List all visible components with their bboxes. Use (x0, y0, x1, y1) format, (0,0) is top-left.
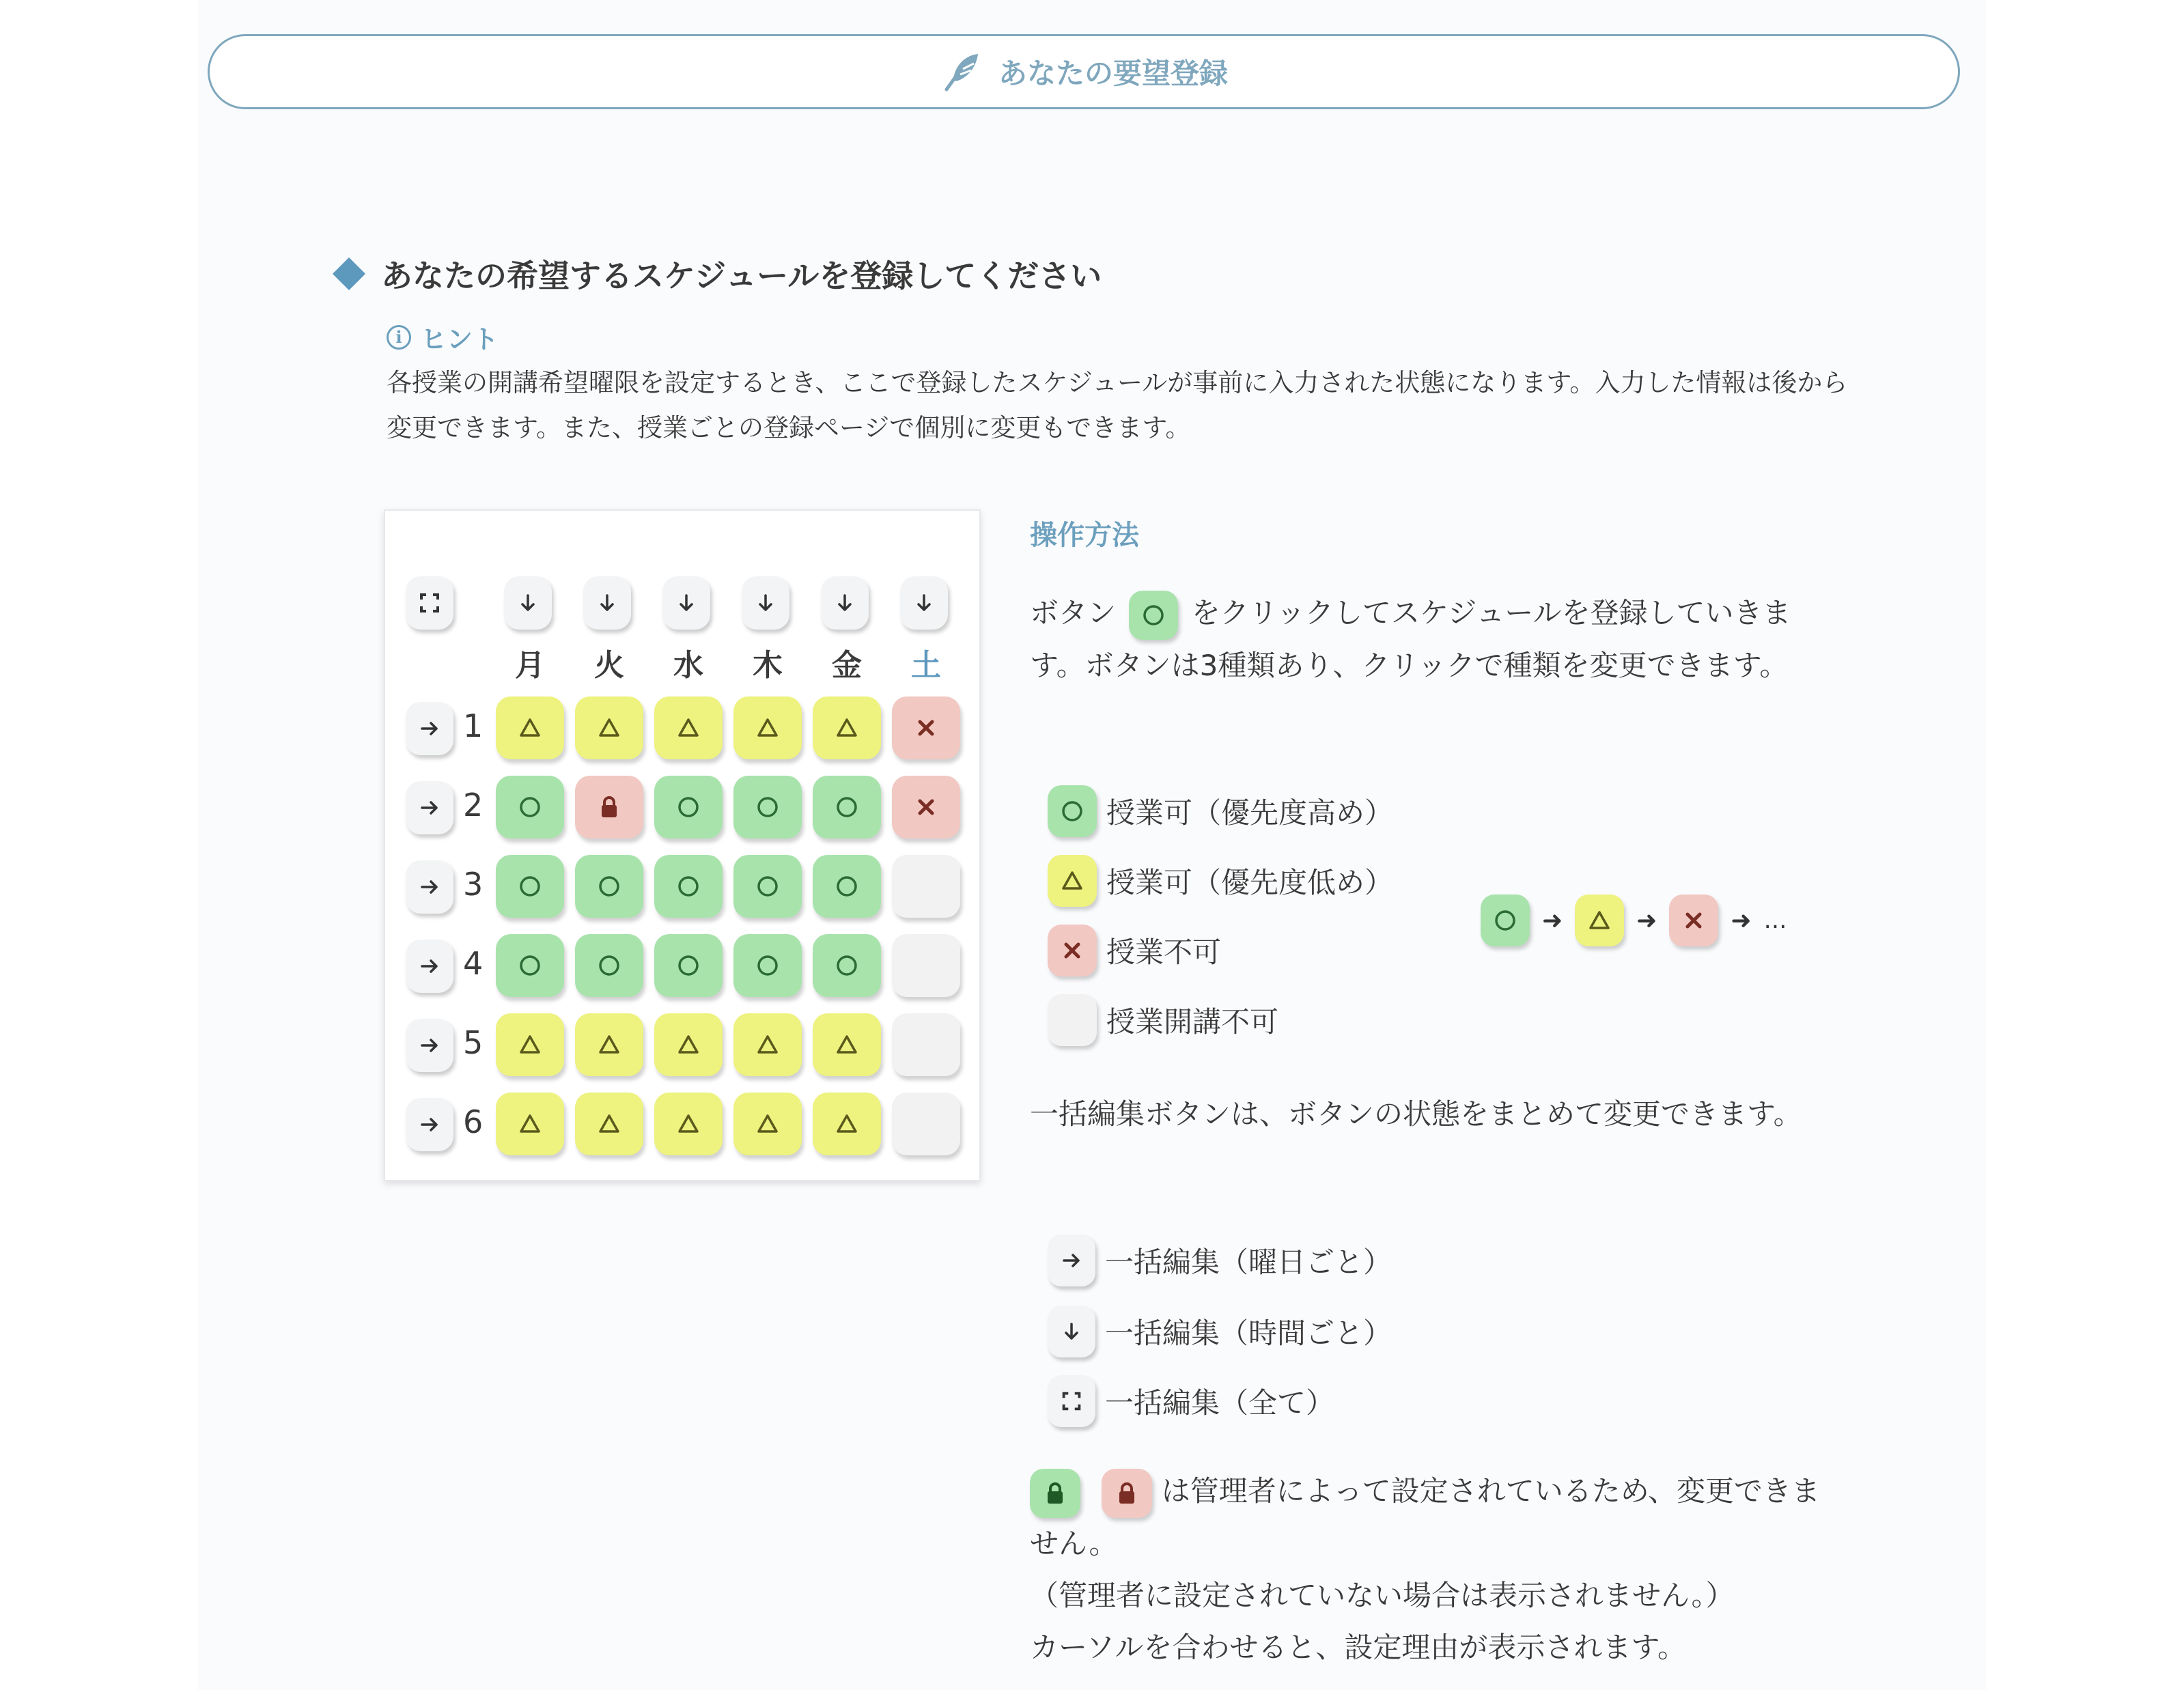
legend-swatch (1048, 994, 1097, 1046)
schedule-cell[interactable] (892, 776, 960, 839)
bulk-legend-swatch (1048, 1306, 1095, 1357)
cycle-ng-button (1669, 895, 1718, 946)
lock-tooltip-text: カーソルを合わせると、設定理由が表示されます。 (1030, 1630, 1686, 1664)
schedule-cell[interactable] (892, 696, 960, 759)
section-title-text: あなたの希望するスケジュールを登録してください (381, 257, 1102, 294)
triangle-icon (675, 715, 701, 741)
lock-paragraph (1030, 1465, 1822, 1674)
cross-icon (1061, 940, 1083, 961)
schedule-cell[interactable] (575, 855, 643, 918)
triangle-icon (755, 715, 781, 741)
arrow-right-icon (418, 1113, 441, 1136)
schedule-cell[interactable] (496, 934, 564, 997)
schedule-cell[interactable] (892, 855, 960, 918)
legend-item (1048, 785, 1393, 837)
triangle-icon (755, 1111, 781, 1137)
period-label: 5 (463, 1024, 484, 1061)
day-label: 月 (515, 648, 545, 683)
circle-icon (755, 953, 781, 978)
legend-label: 授業開講不可 (1106, 1005, 1279, 1039)
bulk-legend-item (1048, 1306, 1392, 1357)
locked-ok-button (1030, 1469, 1080, 1518)
legend-item (1048, 855, 1393, 907)
legend-swatch (1048, 785, 1097, 837)
day-label: 火 (594, 648, 624, 683)
cycle-ok-button (1481, 895, 1530, 946)
bulk-edit-period-button[interactable] (406, 702, 453, 755)
lock-icon (1116, 1481, 1138, 1506)
period-label: 6 (463, 1103, 484, 1140)
bulk-edit-day-button[interactable] (504, 576, 552, 630)
day-label: 木 (753, 648, 783, 683)
hint-header (387, 318, 499, 356)
schedule-cell[interactable] (654, 696, 723, 759)
header-button-label: あなたの要望登録 (998, 57, 1228, 90)
day-label: 土 (911, 648, 941, 683)
triangle-icon (675, 1111, 701, 1137)
schedule-cell[interactable] (733, 776, 802, 839)
circle-icon (834, 953, 860, 978)
schedule-cell[interactable] (496, 776, 564, 839)
schedule-cell[interactable] (654, 934, 723, 997)
select-all-icon (416, 589, 443, 617)
bulk-edit-period-button[interactable] (406, 940, 453, 993)
circle-icon (755, 873, 781, 899)
instructions-paragraph-1 (1030, 587, 1822, 692)
period-label: 3 (463, 866, 484, 903)
arrow-right-icon (418, 796, 441, 819)
cross-icon (1683, 910, 1705, 931)
schedule-cell[interactable] (733, 934, 802, 997)
bulk-edit-period-button[interactable] (406, 860, 453, 914)
bulk-legend-label: 一括編集（時間ごと） (1105, 1316, 1392, 1350)
state-cycle (1481, 895, 1789, 946)
schedule-cell[interactable] (733, 1013, 802, 1076)
schedule-cell[interactable] (654, 776, 723, 839)
arrow-right-icon: ➜ (1636, 906, 1657, 935)
circle-icon (755, 794, 781, 820)
bulk-legend-item (1048, 1375, 1334, 1427)
legend-item (1048, 925, 1221, 976)
sample-ok-button (1129, 591, 1178, 640)
instructions-paragraph-2: 一括編集ボタンは、ボタンの状態をまとめて変更できます。 (1030, 1097, 1802, 1131)
schedule-cell[interactable] (892, 934, 960, 997)
triangle-icon (1059, 868, 1085, 894)
p1-after: をクリックしてスケジュールを登録していきます。ボタンは3種類あり、クリックで種類を変更できます。 (1030, 596, 1791, 682)
arrow-right-icon: ➜ (1542, 906, 1563, 935)
bulk-edit-day-button[interactable] (900, 576, 948, 630)
request-registration-button[interactable] (208, 34, 1960, 109)
legend-swatch (1048, 925, 1097, 976)
triangle-icon (755, 1032, 781, 1058)
select-all-icon (1059, 1388, 1084, 1414)
info-icon: i (387, 325, 411, 350)
triangle-icon (675, 1032, 701, 1058)
feather-icon (940, 50, 983, 94)
arrow-right-icon: ➜ (1731, 906, 1752, 935)
legend-label: 授業可（優先度高め） (1106, 796, 1394, 830)
legend-label: 授業不可 (1106, 935, 1222, 969)
arrow-down-icon (675, 591, 698, 615)
instructions-title: 操作方法 (1030, 520, 1139, 551)
cycle-ellipsis: … (1763, 907, 1789, 934)
schedule-cell[interactable] (892, 1013, 960, 1076)
lock-note: （管理者に設定されていない場合は表示されません。） (1030, 1578, 1735, 1612)
bulk-edit-day-button[interactable] (662, 576, 710, 630)
bulk-edit-day-button[interactable] (583, 576, 631, 630)
triangle-icon (1587, 908, 1612, 933)
arrow-down-icon (754, 591, 777, 615)
schedule-cell[interactable] (496, 1013, 564, 1076)
schedule-cell[interactable] (496, 696, 564, 759)
schedule-cell[interactable] (813, 696, 881, 759)
schedule-cell[interactable] (733, 1093, 802, 1155)
schedule-cell[interactable] (813, 934, 881, 997)
bulk-legend-swatch (1048, 1235, 1095, 1286)
lock-icon (598, 795, 620, 819)
lock-icon (1044, 1481, 1066, 1506)
bulk-edit-all-button[interactable] (406, 576, 453, 630)
circle-icon (834, 873, 860, 899)
schedule-cell[interactable] (575, 1093, 643, 1155)
schedule-cell[interactable] (654, 1093, 723, 1155)
locked-ng-button (1102, 1469, 1152, 1518)
schedule-cell-locked (575, 776, 643, 839)
circle-icon (675, 873, 701, 899)
circle-icon (1059, 798, 1085, 824)
triangle-icon (834, 715, 860, 741)
bulk-edit-period-button[interactable] (406, 1098, 453, 1151)
arrow-down-icon (912, 591, 936, 615)
circle-icon (1493, 908, 1517, 933)
bulk-edit-period-button[interactable] (406, 781, 453, 834)
circle-icon (596, 953, 622, 978)
legend-swatch (1048, 855, 1097, 907)
period-label: 1 (463, 707, 484, 744)
schedule-cell[interactable] (496, 1093, 564, 1155)
schedule-cell[interactable] (813, 1013, 881, 1076)
bulk-legend-swatch (1048, 1375, 1095, 1427)
bulk-legend-label: 一括編集（曜日ごと） (1105, 1245, 1392, 1279)
triangle-icon (517, 715, 543, 741)
bulk-legend-label: 一括編集（全て） (1105, 1386, 1335, 1420)
schedule-cell[interactable] (813, 1093, 881, 1155)
cross-icon (915, 717, 937, 739)
arrow-down-icon (1060, 1320, 1083, 1343)
circle-icon (596, 873, 622, 899)
schedule-cell[interactable] (733, 696, 802, 759)
schedule-cell[interactable] (654, 855, 723, 918)
circle-icon (517, 794, 543, 820)
bulk-edit-day-button[interactable] (742, 576, 789, 630)
schedule-cell[interactable] (575, 1013, 643, 1076)
triangle-icon (834, 1032, 860, 1058)
schedule-cell[interactable] (496, 855, 564, 918)
arrow-down-icon (833, 591, 856, 615)
triangle-icon (517, 1111, 543, 1137)
p1-before: ボタン (1030, 596, 1117, 630)
period-label: 4 (463, 945, 484, 982)
day-label: 金 (832, 648, 862, 683)
triangle-icon (834, 1111, 860, 1137)
circle-icon (675, 794, 701, 820)
triangle-icon (596, 1111, 622, 1137)
hint-text: 各授業の開講希望曜限を設定するとき、ここで登録したスケジュールが事前に入力された状態になります。入力した情報は後から変更できます。また、授業ごとの登録ページで個別に変更もできます。 (387, 368, 1848, 442)
arrow-right-icon (418, 875, 441, 899)
triangle-icon (596, 715, 622, 741)
circle-icon (517, 873, 543, 899)
lock-text: は管理者によって設定されているため、変更できません。 (1030, 1474, 1821, 1560)
section-title (337, 251, 1102, 296)
arrow-right-icon (418, 955, 441, 978)
bulk-edit-period-button[interactable] (406, 1019, 453, 1072)
triangle-icon (596, 1032, 622, 1058)
cycle-tri-button (1575, 895, 1624, 946)
legend-label: 授業可（優先度低め） (1106, 866, 1394, 899)
bulk-edit-day-button[interactable] (821, 576, 869, 630)
legend-item (1048, 994, 1278, 1046)
schedule-cell[interactable] (654, 1013, 723, 1076)
period-label: 2 (463, 787, 484, 823)
cross-icon (915, 796, 937, 818)
arrow-right-icon (418, 1034, 441, 1057)
schedule-cell[interactable] (813, 776, 881, 839)
schedule-cell[interactable] (892, 1093, 960, 1155)
circle-icon (517, 953, 543, 978)
circle-icon (675, 953, 701, 978)
arrow-right-icon (418, 717, 441, 740)
triangle-icon (517, 1032, 543, 1058)
day-label: 水 (673, 648, 703, 683)
hint-label: ヒント (421, 324, 499, 354)
schedule-cell[interactable] (575, 934, 643, 997)
schedule-cell[interactable] (575, 696, 643, 759)
bulk-legend-item (1048, 1235, 1392, 1286)
circle-icon (834, 794, 860, 820)
arrow-right-icon (1060, 1249, 1083, 1272)
circle-icon (1141, 603, 1166, 628)
schedule-card (384, 509, 981, 1181)
diamond-icon (333, 257, 365, 290)
arrow-down-icon (516, 591, 540, 615)
schedule-cell[interactable] (813, 855, 881, 918)
arrow-down-icon (596, 591, 619, 615)
schedule-cell[interactable] (733, 855, 802, 918)
